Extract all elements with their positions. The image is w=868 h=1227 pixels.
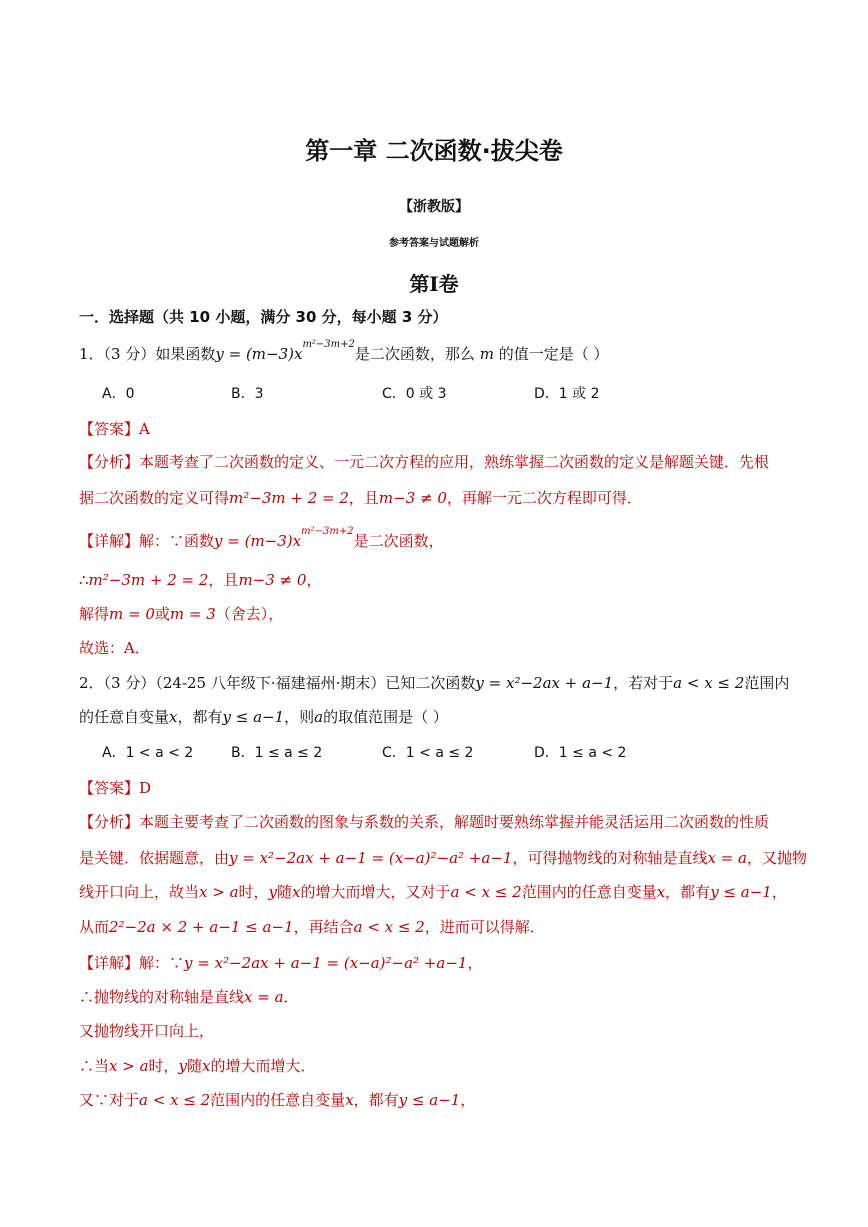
q2-detail-line5: 又∵对于a < x ≤ 2范围内的任意自变量x，都有y ≤ a−1，: [79, 1091, 476, 1109]
q1-answer: 【答案】A: [79, 420, 150, 438]
q1-detail-line4: 故选：A．: [79, 639, 150, 657]
q1-option-a[interactable]: A．0: [102, 386, 135, 402]
q1-analysis-line1: 【分析】本题考查了二次函数的定义、一元二次方程的应用，熟练掌握二次函数的定义是解题关键．先根: [79, 453, 770, 471]
q1-detail-line3: 解得m = 0或m = 3（舍去），: [79, 605, 284, 623]
q2-detail-line1: 【详解】解：∵y = x²−2ax + a−1 = (x−a)²−a² +a−1，: [79, 954, 483, 972]
q2-stem-line2: 的任意自变量x，都有y ≤ a−1，则a的取值范围是（ ）: [79, 708, 448, 726]
q1-detail-line1: 【详解】解：∵函数$y = (m-3)x^{m^2-3m+2}$是二次函数，: [79, 526, 444, 550]
page-title: 第一章 二次函数·拔尖卷: [305, 137, 563, 165]
q1-stem: [79, 339, 609, 364]
q1-stem-text: 1．（3 分）如果函数: [79, 345, 216, 363]
q2-detail-label: 【详解】: [79, 954, 140, 972]
q2-analysis-line4: 从而2²−2a × 2 + a−1 ≤ a−1，再结合a < x ≤ 2，进而可以得解．: [79, 918, 545, 936]
section-heading: 一．选择题（共 10 小题，满分 30 分，每小题 3 分）: [79, 308, 448, 326]
q1-detail-line2: ∴m²−3m + 2 = 2，且m−3 ≠ 0，: [79, 571, 322, 589]
q2-answer: 【答案】D: [79, 779, 152, 797]
edition-label: 【浙教版】: [399, 199, 469, 215]
q1-stem-text-3: 的值一定是（ ）: [498, 345, 609, 363]
q2-detail-line2: ∴抛物线的对称轴是直线x = a．: [79, 988, 299, 1006]
q1-function: $y = (m-3)x^{m^2-3m+2}$: [215, 339, 355, 363]
q2-analysis-line3: 线开口向上，故当x > a时，y随x的增大而增大，又对于a < x ≤ 2范围内的任意自变量x，都有y ≤ a−1，: [79, 883, 787, 901]
q2-option-a[interactable]: A．1 < a < 2: [102, 745, 194, 761]
q1-detail-label: 【详解】: [79, 532, 140, 550]
q2-detail-line3: 又抛物线开口向上，: [79, 1022, 215, 1040]
q2-option-c[interactable]: C．1 < a ≤ 2: [382, 745, 474, 761]
q2-option-d[interactable]: D．1 ≤ a < 2: [534, 745, 627, 761]
q2-option-b[interactable]: B．1 ≤ a ≤ 2: [231, 745, 323, 761]
volume-heading: 第Ⅰ卷: [409, 272, 459, 296]
q1-option-c[interactable]: C．0 或 3: [382, 386, 447, 402]
q1-option-d[interactable]: D．1 或 2: [534, 386, 600, 402]
q1-analysis-line2: 据二次函数的定义可得m²−3m + 2 = 2，且m−3 ≠ 0，再解一元二次方程即可得．: [79, 489, 642, 507]
subtitle: 参考答案与试题解析: [389, 238, 479, 249]
q2-analysis-line2: 是关键．依据题意，由y = x²−2ax + a−1 = (x−a)²−a² +a−1，可得抛物线的对称轴是直线x = a，又抛物: [79, 849, 807, 867]
q2-stem-line1: 2．（3 分）（24-25 八年级下·福建福州·期末）已知二次函数y = x²−2ax + a−1，若对于a < x ≤ 2范围内: [79, 674, 790, 692]
q1-option-b[interactable]: B．3: [231, 386, 264, 402]
q2-analysis-line1: 【分析】本题主要考查了二次函数的图象与系数的关系，解题时要熟练掌握并能灵活运用二次函数的性质: [79, 813, 770, 831]
q1-variable: m: [479, 345, 494, 363]
q2-detail-line4: ∴当x > a时，y随x的增大而增大．: [79, 1057, 316, 1075]
q1-stem-text-2: 是二次函数，那么: [354, 345, 475, 363]
